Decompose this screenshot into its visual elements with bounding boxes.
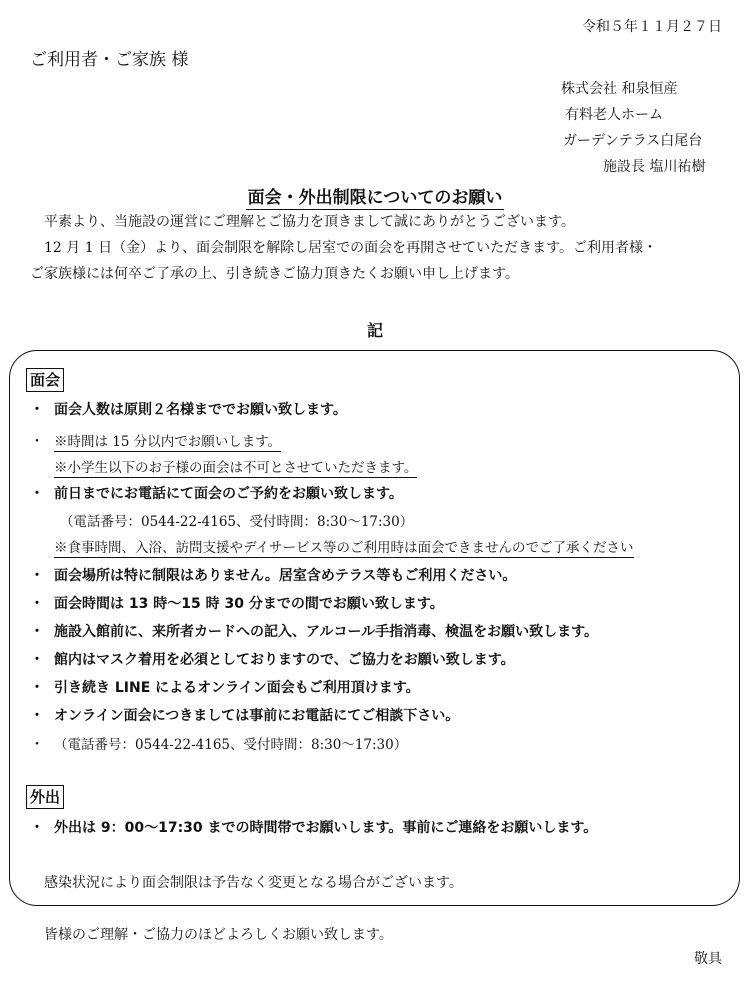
- document-title: [0, 183, 750, 208]
- visit-note-text: [54, 536, 634, 556]
- visit-item-text: 前日までにお電話にて面会のご予約をお願い致します。: [54, 486, 403, 502]
- visit-item-text: 面会時間は 13 時～15 時 30 分までの間でお願い致します。: [54, 596, 444, 612]
- signoff: 敬具: [694, 951, 722, 967]
- addressee: ご利用者・ご家族 様: [30, 50, 189, 70]
- bullet: ・: [30, 652, 44, 668]
- intro-paragraph-line: ご家族様には何卒ご了承の上、引き続きご協力頂きたくお願い申し上げます。: [30, 266, 519, 282]
- document-date: 令和５年１１月２７日: [582, 19, 722, 35]
- visit-item: [30, 565, 516, 585]
- visit-item: [30, 705, 459, 725]
- bullet: ・: [30, 434, 44, 450]
- visit-note-text: ※時間は 15 分以内でお願いします。: [54, 434, 282, 450]
- visit-note-item: [30, 430, 281, 451]
- visit-item: [30, 649, 515, 669]
- visit-item-text: 館内はマスク着用を必須としておりますので、ご協力をお願い致します。: [54, 652, 515, 668]
- visit-item: [30, 677, 420, 697]
- bullet: ・: [30, 708, 44, 724]
- document-title-text: 面会・外出制限についてのお願い: [247, 188, 503, 208]
- sender-director: 施設長 塩川祐樹: [603, 159, 706, 175]
- visit-section-label: 面会: [26, 368, 64, 392]
- sender-facility-name: ガーデンテラス白尾台: [563, 133, 703, 149]
- bullet: ・: [30, 737, 44, 753]
- bullet: ・: [30, 680, 44, 696]
- bullet: ・: [30, 624, 44, 640]
- visit-item-text: 施設入館前に、来所者カードへの記入、アルコール手指消毒、検温をお願い致します。: [54, 624, 599, 640]
- sender-facility-type: 有料老人ホーム: [565, 107, 663, 123]
- visit-item-text: 引き続き LINE によるオンライン面会もご利用頂けます。: [54, 680, 420, 696]
- visit-note-underlined: ※小学生以下のお子様の面会は不可とさせていただきます。: [54, 460, 418, 476]
- bullet: ・: [30, 568, 44, 584]
- outing-item-text: 外出は 9：00～17:30 までの時間帯でお願いします。事前にご連絡をお願いします。: [54, 820, 598, 836]
- sender-company: 株式会社 和泉恒産: [561, 81, 678, 97]
- outing-section-label: 外出: [26, 785, 64, 809]
- visit-item: [30, 733, 407, 754]
- visit-item-text: 面会場所は特に制限はありません。居室含めテラス等もご利用ください。: [54, 568, 517, 584]
- ki-heading: 記: [366, 321, 383, 340]
- visit-note-text: [54, 456, 417, 476]
- phone-info: （電話番号：0544-22-4165、受付時間：8:30～17:30）: [60, 514, 414, 530]
- intro-paragraph-line: 平素より、当施設の運営にご理解とご協力を頂きまして誠にありがとうございます。: [44, 214, 575, 230]
- bullet: ・: [30, 402, 44, 418]
- bullet: ・: [30, 596, 44, 612]
- visit-item-text: オンライン面会につきましては事前にお電話にてご相談下さい。: [54, 708, 460, 724]
- notice-text: 感染状況により面会制限は予告なく変更となる場合がございます。: [44, 875, 463, 891]
- visit-item: [30, 621, 598, 641]
- visit-item: [30, 593, 444, 613]
- intro-paragraph-line: 12 月 1 日（金）より、面会制限を解除し居室での面会を再開させていただきます。ご利用者様・: [44, 240, 657, 256]
- closing-text: 皆様のご理解・ご協力のほどよろしくお願い致します。: [44, 927, 393, 943]
- outing-item: [30, 817, 597, 837]
- bullet: ・: [30, 820, 44, 836]
- visit-item: [30, 399, 347, 419]
- visit-note-underlined: ※食事時間、入浴、訪問支援やデイサービス等のご利用時は面会できませんのでご了承ください: [54, 540, 634, 556]
- visit-item: [30, 483, 403, 503]
- phone-info: （電話番号：0544-22-4165、受付時間：8:30～17:30）: [54, 737, 408, 753]
- visit-item-text: 面会人数は原則２名様まででお願い致します。: [54, 402, 347, 418]
- bullet: ・: [30, 486, 44, 502]
